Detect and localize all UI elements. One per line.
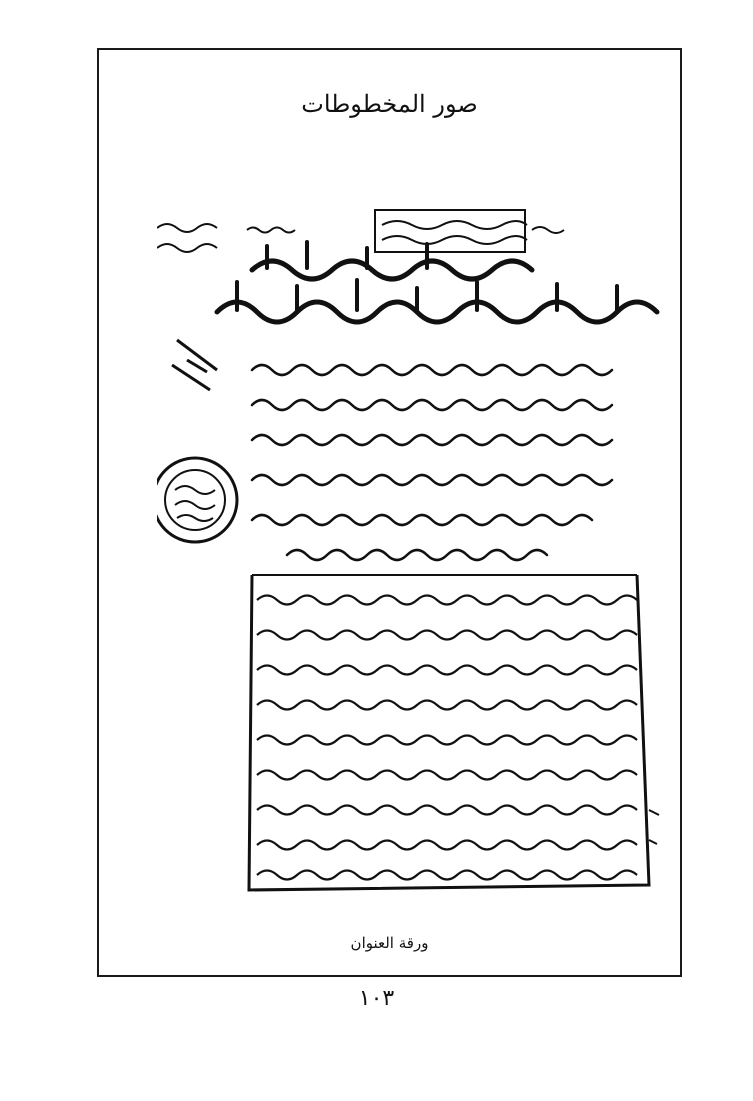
title-lines: [217, 242, 657, 322]
manuscript-drawing: [157, 200, 667, 920]
text-lines: [252, 365, 612, 560]
margin-note-right: [532, 227, 564, 233]
page-number: ١٠٣: [358, 986, 395, 1011]
seal-stamp: [157, 458, 237, 542]
lower-boxed-section: [249, 575, 659, 890]
margin-note-left: [157, 224, 217, 252]
annotation-box: [375, 210, 527, 252]
page-title: صور المخطوطات: [301, 90, 478, 118]
margin-strokes: [172, 340, 217, 390]
page-frame: [97, 48, 682, 977]
figure-caption: ورقة العنوان: [350, 934, 429, 952]
number-mark: [247, 228, 295, 233]
manuscript-image: [157, 200, 667, 920]
